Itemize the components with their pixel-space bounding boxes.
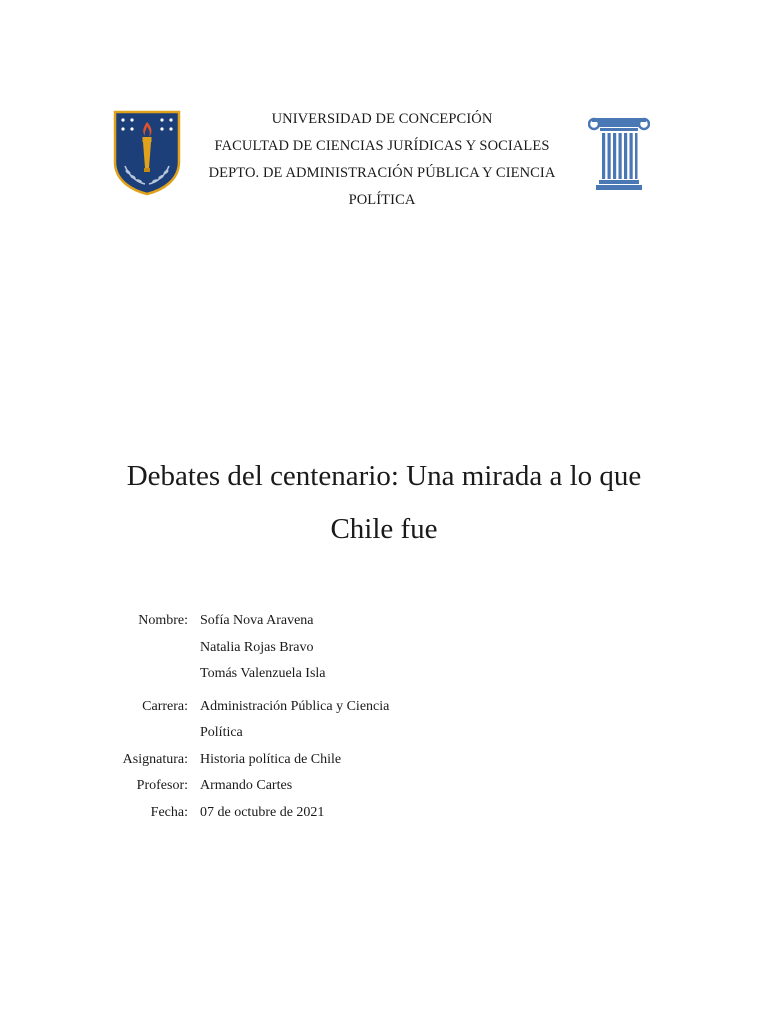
- nombre-row: [96, 608, 516, 688]
- fecha-value: 07 de octubre de 2021: [200, 804, 325, 820]
- profesor-value: Armando Cartes: [200, 778, 293, 793]
- university-name: UNIVERSIDAD DE CONCEPCIÓN: [271, 111, 493, 127]
- title-line1: Debates del centenario: Una mirada a lo que: [126, 460, 642, 492]
- carrera-line2: Política: [200, 725, 243, 740]
- nombre-values: [200, 608, 516, 688]
- faculty-name: FACULTAD DE CIENCIAS JURÍDICAS Y SOCIALES: [214, 138, 550, 154]
- department-name-line1: DEPTO. DE ADMINISTRACIÓN PÚBLICA Y CIENCIA: [208, 165, 556, 181]
- carrera-row: [96, 694, 516, 747]
- nombre-label: Nombre:: [138, 613, 188, 628]
- profesor-row: [96, 773, 516, 800]
- author-name: Sofía Nova Aravena: [200, 613, 314, 628]
- asignatura-label: Asignatura:: [122, 751, 188, 767]
- title-line2: Chile fue: [330, 513, 438, 545]
- department-name-line2: POLÍTICA: [348, 192, 416, 208]
- carrera-label: Carrera:: [142, 698, 188, 714]
- document-title: [84, 450, 684, 556]
- university-crest-icon: [113, 110, 181, 196]
- carrera-line1: Administración Pública y Ciencia: [200, 698, 390, 714]
- institution-header: [184, 106, 580, 214]
- author-name: Tomás Valenzuela Isla: [200, 666, 326, 681]
- author-name: Natalia Rojas Bravo: [200, 639, 314, 655]
- fecha-label: Fecha:: [150, 804, 188, 820]
- document-info: [96, 608, 516, 826]
- profesor-label: Profesor:: [136, 778, 188, 793]
- carrera-values: [200, 694, 516, 747]
- asignatura-row: [96, 747, 516, 774]
- asignatura-value: Historia política de Chile: [200, 751, 342, 767]
- fecha-row: [96, 800, 516, 827]
- greek-column-icon: [588, 112, 650, 192]
